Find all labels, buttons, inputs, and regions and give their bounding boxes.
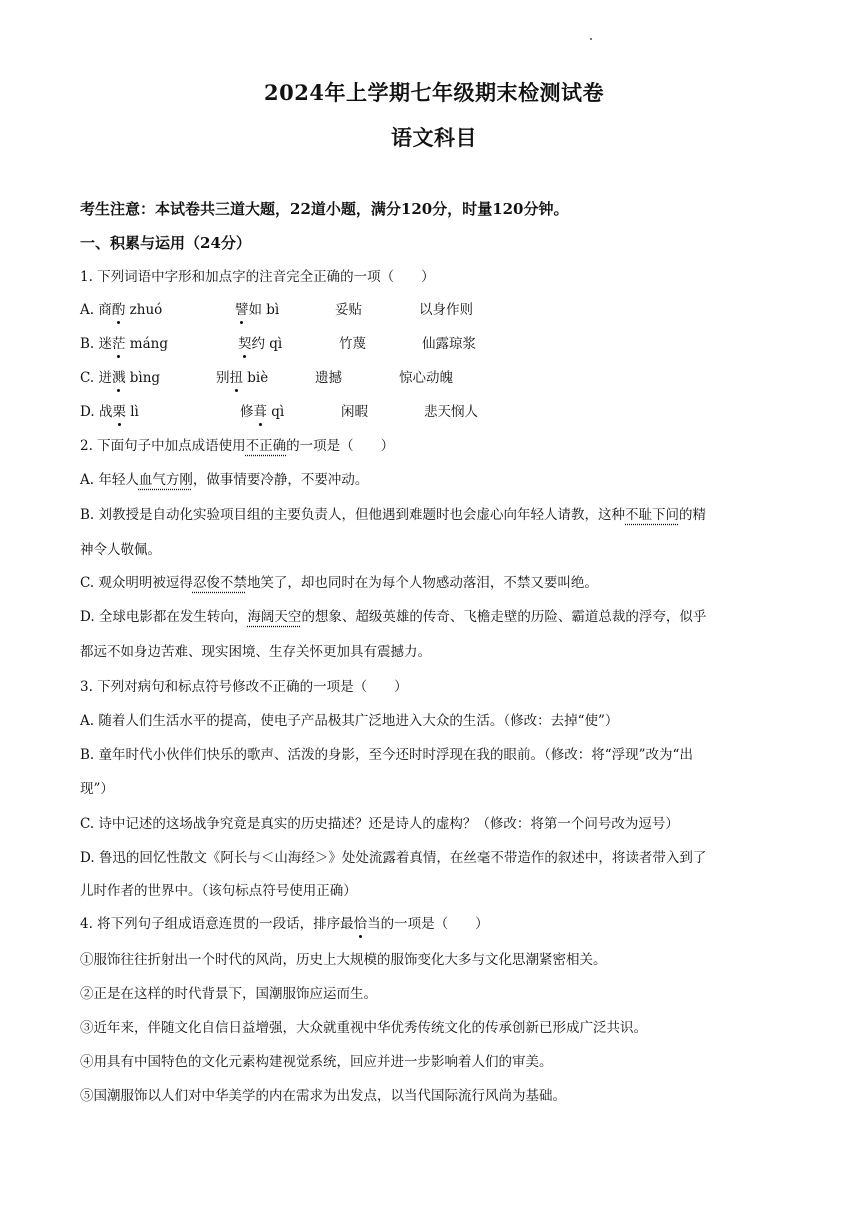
question-2-option-a: A. 年轻人血气方刚，做事情要冷静，不要冲动。	[80, 472, 369, 488]
dotted-char: 酌	[111, 302, 126, 318]
subject-title: 语文科目	[391, 125, 477, 150]
question-4-stem: 4. 将下列句子组成语意连贯的一段话，排序最恰当的一项是（ ）	[80, 916, 489, 932]
dotted-idiom: 海阔天空	[247, 609, 302, 625]
dotted-char: 契	[238, 336, 252, 352]
option-label: C.	[80, 370, 95, 386]
dotted-char: 溅	[111, 370, 126, 386]
scan-mark	[590, 38, 592, 40]
question-2-option-b: B. 刘教授是自动化实验项目组的主要负责人，但他遇到难题时也会虚心向年轻人请教，这种不耻下问的精	[80, 507, 707, 523]
question-2-option-d-cont: 都远不如身边苦难、现实困境、生存关怀更加具有震撼力。	[80, 644, 431, 660]
dotted-char: 葺	[253, 404, 267, 420]
question-2-option-d: D. 全球电影都在发生转向，海阔天空的想象、超级英雄的传奇、飞檐走壁的历险、霸道总裁的浮夸，似乎	[80, 609, 707, 625]
sentence-2: ②正是在这样的时代背景下，国潮服饰应运而生。	[80, 986, 377, 1002]
dotted-idiom: 不耻下问	[625, 507, 680, 523]
question-3-option-b-cont: 现”）	[80, 781, 114, 797]
exam-title: 2024年上学期七年级期末检测试卷	[264, 80, 604, 105]
dotted-idiom: 忍俊不禁	[192, 575, 247, 591]
question-3-option-a: A. 随着人们生活水平的提高，使电子产品极其广泛地进入大众的生活。（修改：去掉“使”）	[80, 713, 619, 729]
dotted-idiom: 血气方刚	[138, 472, 193, 488]
question-2-option-c: C. 观众明明被逗得忍俊不禁地笑了，却也同时在为每个人物感动落泪，不禁又要叫绝。	[80, 575, 598, 591]
sentence-3: ③近年来，伴随文化自信日益增强，大众就重视中华优秀传统文化的传承创新已形成广泛共识。	[80, 1020, 647, 1036]
exam-page: 2024年上学期七年级期末检测试卷 语文科目 考生注意：本试卷共三道大题，22道小题，满分120分，时量120分钟。 一、积累与运用（24分） 1. 下列词语中字形和加点字的注音完全正确的一项（ ） A. 商酌 zhuó 譬如 bì 妥贴 以身作则 B. 迷茫 máng 契约 qì 竹蔑 仙露琼浆 C. 迸溅 bìng 别扭 biè 遗撼 惊心动魄 D. 战栗 lì 修葺 qì 闲暇 悲天悯人 2. 下面句子中加点成语使用不正确的一项是（ ） A. 年轻人血气方刚，做事情要冷静，不要冲动。 B. 刘教授是自动化实验项目组的主要负责人，但他遇到难题时也会虚心向年轻人请教，这种不耻下问的精 神令人敬佩。 C. 观众明明被逗得忍俊不禁地笑了，却也同时在为每个人物感动落泪，不禁又要叫绝。 D. 全球电影都在发生转向，海阔天空的想象、超级英雄的传奇、飞檐走壁的历险、霸道总裁的浮夸，似乎 都远不如身边苦难、现实困境、生存关怀更加具有震撼力。 3. 下列对病句和标点符号修改不正确的一项是（ ） A. 随着人们生活水平的提高，使电子产品极其广泛地进入大众的生活。（修改：去掉“使”） B. 童年时代小伙伴们快乐的歌声、活泼的身影，至今还时时浮现在我的眼前。（修改：将“浮现”改为“出 现”） C. 诗中记述的这场战争究竟是真实的历史描述？还是诗人的虚构？（修改：将第一个问号改为逗号） D. 鲁迅的回忆性散文《阿长与＜山海经＞》处处流露着真情，在丝毫不带造作的叙述中，将读者带入到了 儿时作者的世界中。（该句标点符号使用正确） 4. 将下列句子组成语意连贯的一段话，排序最恰当的一项是（ ） ①服饰往往折射出一个时代的风尚，历史上大规模的服饰变化大多与文化思潮紧密相关。 ②正是在这样的时代背景下，国潮服饰应运而生。 ③近年来，伴随文化自信日益增强，大众就重视中华优秀传统文化的传承创新已形成广泛共识。 ④用具有中国特色的文化元素构建视觉系统，回应并进一步影响着人们的审美。 ⑤国潮服饰以人们对中华美学的内在需求为出发点，以当代国际流行风尚为基础。	[0, 0, 868, 1227]
section-heading: 一、积累与运用（24分）	[80, 234, 251, 252]
dotted-text: 不正确	[245, 438, 287, 454]
dotted-char: 扭	[229, 370, 243, 386]
question-2-option-b-cont: 神令人敬佩。	[80, 542, 161, 558]
sentence-1: ①服饰往往折射出一个时代的风尚，历史上大规模的服饰变化大多与文化思潮紧密相关。	[80, 952, 607, 968]
question-3-option-c: C. 诗中记述的这场战争究竟是真实的历史描述？还是诗人的虚构？（修改：将第一个问号改为逗号）	[80, 816, 679, 832]
question-1-stem: 1. 下列词语中字形和加点字的注音完全正确的一项（ ）	[80, 269, 435, 285]
dotted-char: 栗	[112, 404, 126, 420]
question-3-option-d: D. 鲁迅的回忆性散文《阿长与＜山海经＞》处处流露着真情，在丝毫不带造作的叙述中，将读者带入到了	[80, 850, 707, 866]
dotted-char: 茫	[112, 336, 126, 352]
question-3-option-b: B. 童年时代小伙伴们快乐的歌声、活泼的身影，至今还时时浮现在我的眼前。（修改：将“浮现”改为“出	[80, 747, 693, 763]
dotted-char: 恰	[353, 916, 368, 932]
dotted-char: 譬	[235, 302, 249, 318]
option-label: B.	[80, 336, 95, 352]
question-3-option-d-cont: 儿时作者的世界中。（该句标点符号使用正确）	[80, 883, 357, 899]
sentence-4: ④用具有中国特色的文化元素构建视觉系统，回应并进一步影响着人们的审美。	[80, 1054, 553, 1070]
option-label: D.	[80, 404, 95, 420]
question-3-stem: 3. 下列对病句和标点符号修改不正确的一项是（ ）	[80, 679, 408, 695]
sentence-5: ⑤国潮服饰以人们对中华美学的内在需求为出发点，以当代国际流行风尚为基础。	[80, 1088, 566, 1104]
exam-notice: 考生注意：本试卷共三道大题，22道小题，满分120分，时量120分钟。	[80, 200, 569, 218]
option-label: A.	[80, 302, 95, 318]
question-2-stem: 2. 下面句子中加点成语使用不正确的一项是（ ）	[80, 438, 395, 454]
